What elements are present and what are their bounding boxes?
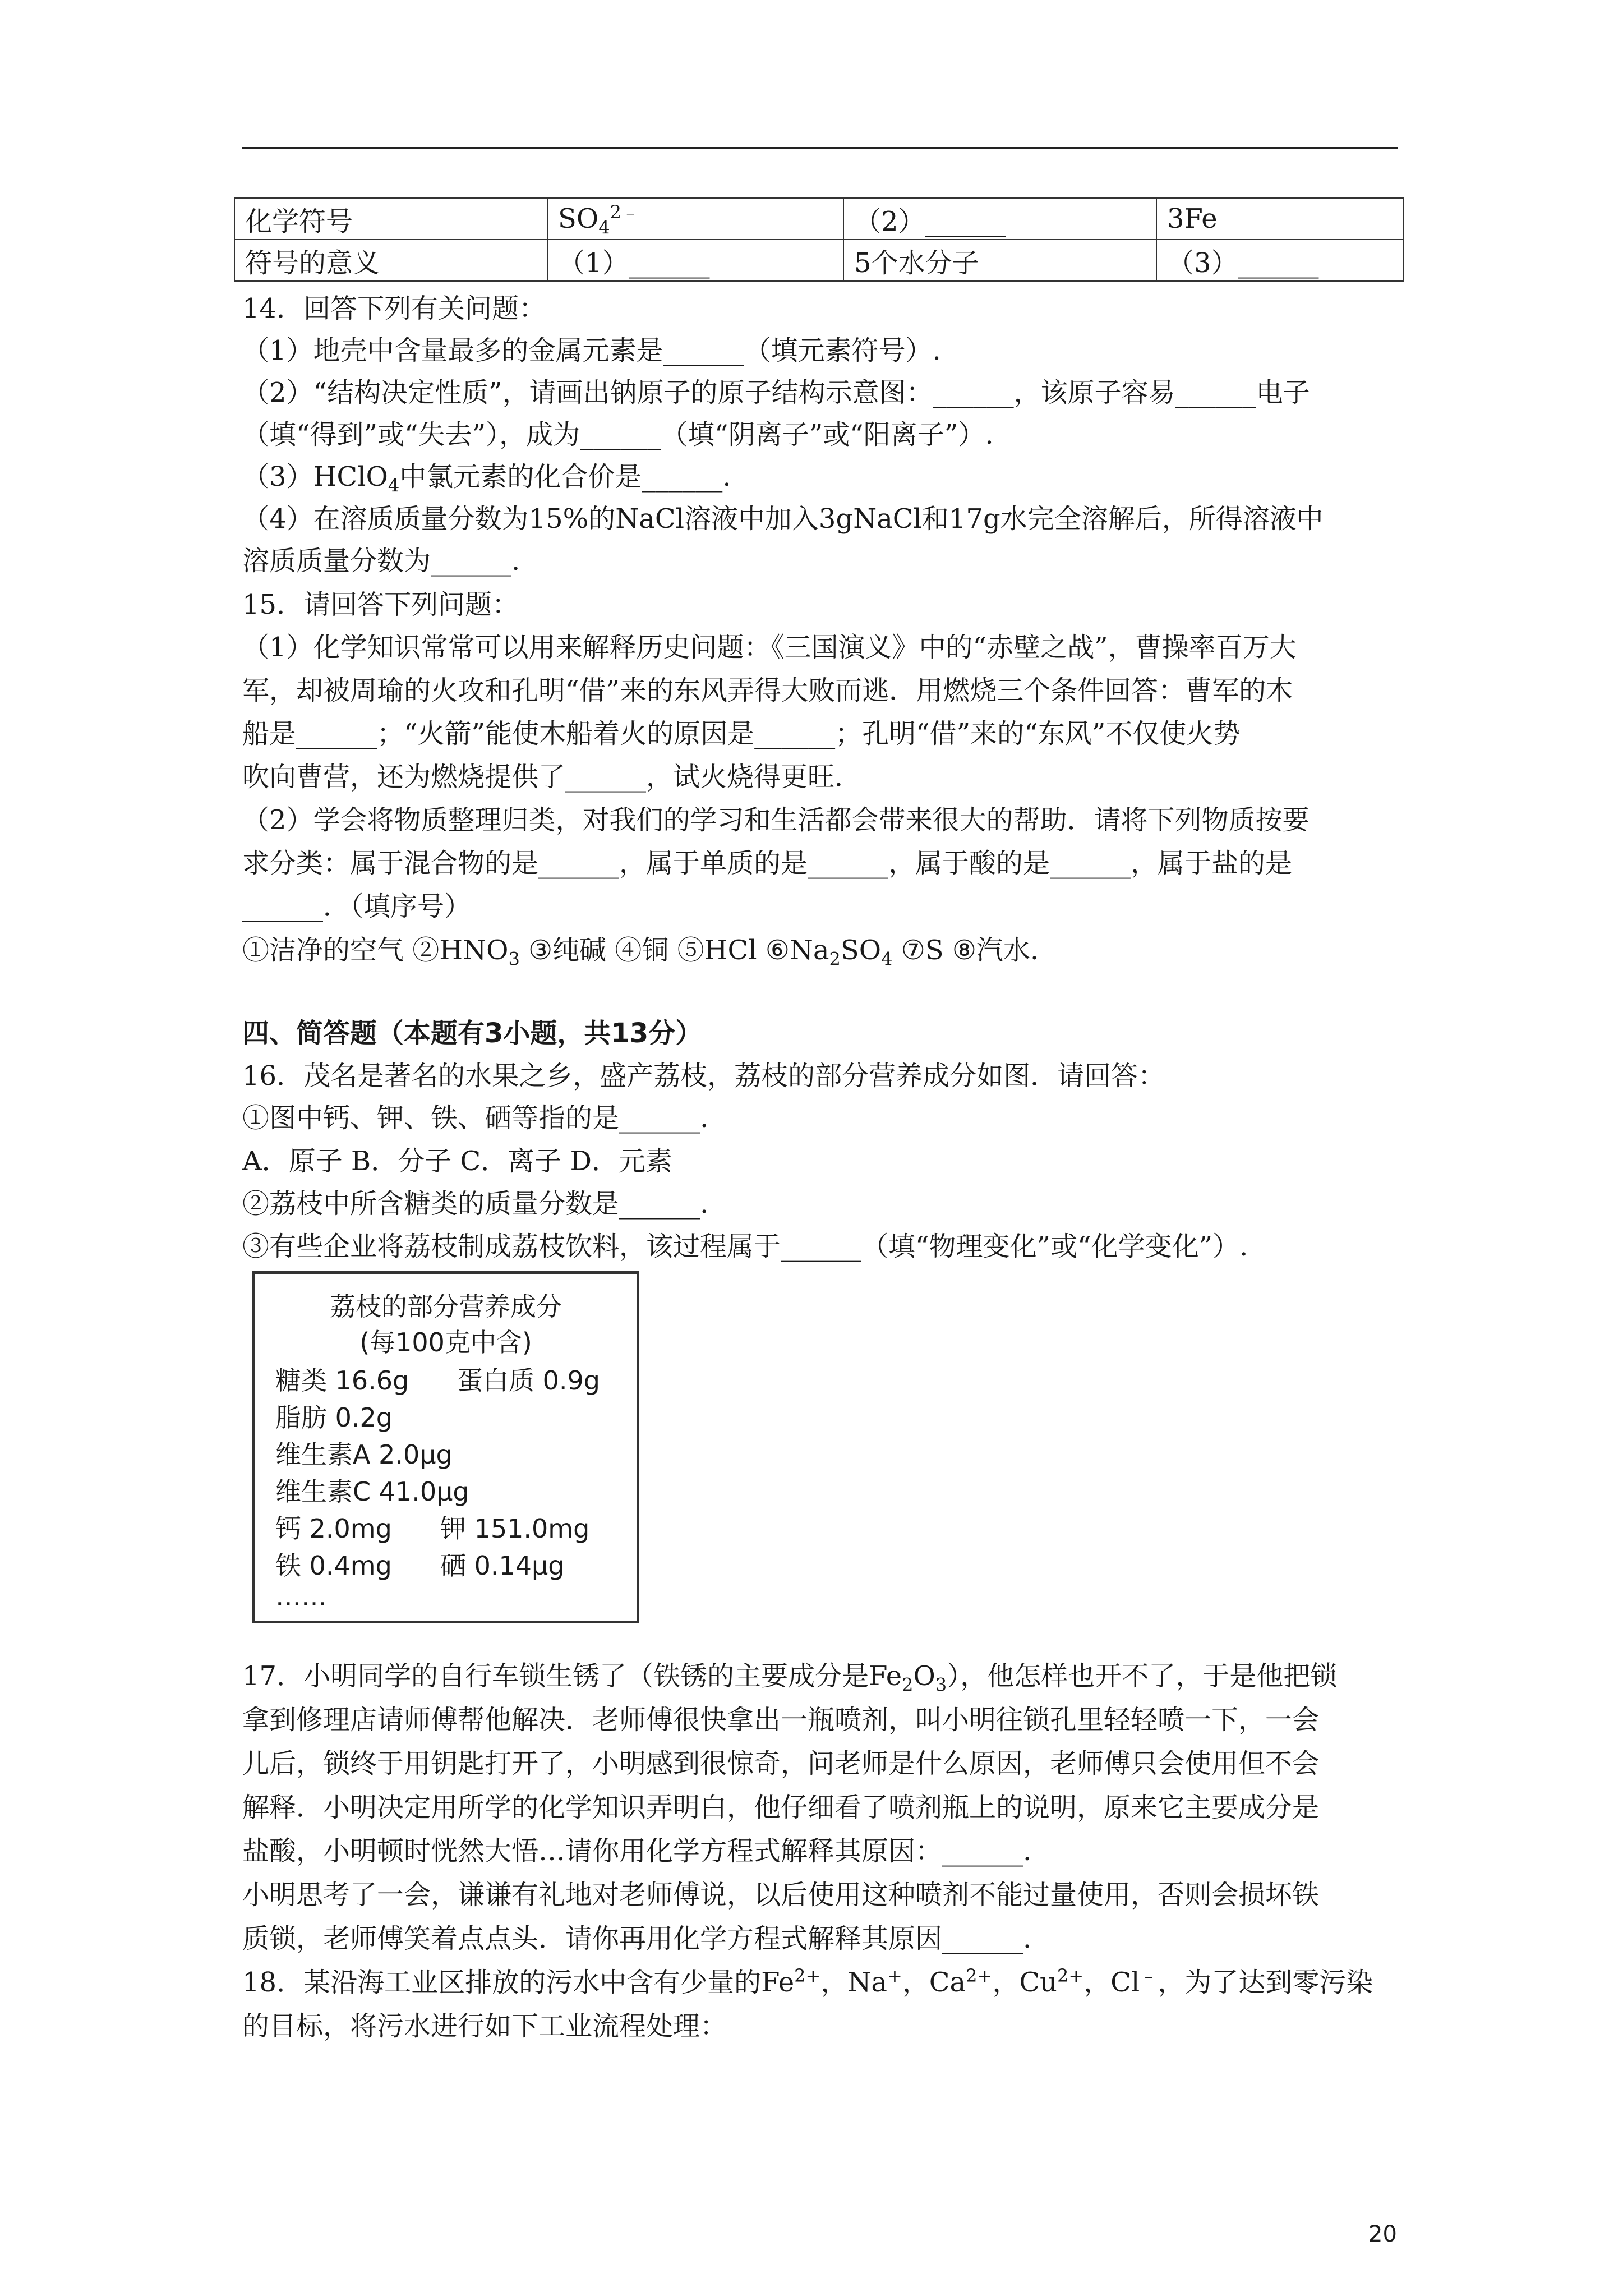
table-cell: （3）______	[1156, 240, 1403, 281]
header-rule	[242, 147, 1398, 149]
q15-line-2: （1）化学知识常常可以用来解释历史问题：《三国演义》中的“赤壁之战”，曹操率百万大	[242, 632, 1297, 663]
q15-line-6: （2）学会将物质整理归类，对我们的学习和生活都会带来很大的帮助．请将下列物质按要	[242, 804, 1310, 836]
q18-line-1: 18．某沿海工业区排放的污水中含有少量的$Fe^{2+}$，Na+，$Ca^{2+}$，$Cu^{2+}$，Cl﹣，为了达到零污染	[242, 1965, 1373, 1998]
table-cell: 符号的意义	[234, 240, 547, 281]
q18-line-2: 的目标，将污水进行如下工业流程处理：	[242, 2010, 727, 2042]
q15-line-5: 吹向曹营，还为燃烧提供了______，试火烧得更旺．	[242, 761, 862, 793]
q14-line-6: （4）在溶质质量分数为15%的NaCl溶液中加入3gNaCl和17g水完全溶解后，所得溶液中	[242, 503, 1324, 535]
nutrition-title: 荔枝的部分营养成分	[330, 1291, 562, 1322]
q15-line-9: ①洁净的空气 $②HNO_3$ ③纯碱 ④铜 ⑤HCl $⑥Na_2SO_4$ ⑦S ⑧汽水.	[242, 935, 1039, 970]
table-cell: $SO_4^{2﹣}$	[547, 198, 843, 240]
table-cell: （2）______	[843, 198, 1156, 240]
nutrition-row: 糖类 16.6g	[275, 1365, 409, 1396]
nutrition-subtitle: (每100克中含)	[359, 1327, 532, 1358]
q15-line-7: 求分类：属于混合物的是______，属于单质的是______，属于酸的是______，属于盐的是	[242, 848, 1293, 879]
nutrition-row: 钾 151.0mg	[440, 1513, 590, 1544]
nutrition-row: 维生素A 2.0μg	[275, 1439, 453, 1470]
nutrition-row: ……	[275, 1581, 327, 1612]
q14-line-3: （2）“结构决定性质”，请画出钠原子的原子结构示意图：______，该原子容易______电子	[242, 377, 1310, 408]
q17-line-7: 质锁，老师傅笑着点点头．请你再用化学方程式解释其原因______.	[242, 1923, 1032, 1954]
q14-line-2: （1）地壳中含量最多的金属元素是______（填元素符号）.	[242, 335, 941, 366]
q16-line-4: ②荔枝中所含糖类的质量分数是______.	[242, 1188, 709, 1220]
q17-line-5: 盐酸，小明顿时恍然大悟…请你用化学方程式解释其原因：______.	[242, 1835, 1032, 1867]
q17-line-1: 17．小明同学的自行车锁生锈了（铁锈的主要成分是$Fe_2O_3$），他怎样也开不了，于是他把锁	[242, 1660, 1338, 1696]
table-row	[234, 198, 1403, 240]
q15-line-1: 15．请回答下列问题：	[242, 589, 519, 620]
q14-line-4: （填“得到”或“失去”），成为______（填“阴离子”或“阳离子”）.	[242, 419, 994, 450]
q16-line-1: 16．茂名是著名的水果之乡，盛产荔枝，荔枝的部分营养成分如图．请回答：	[242, 1060, 1165, 1092]
table-row	[234, 240, 1403, 281]
section-heading: 四、简答题（本题有3小题，共13分）	[242, 1018, 703, 1049]
nutrition-row: 硒 0.14μg	[440, 1550, 565, 1581]
symbol-table	[234, 197, 1404, 282]
q16-line-5: ③有些企业将荔枝制成荔枝饮料，该过程属于______（填“物理变化”或“化学变化”）.	[242, 1231, 1248, 1262]
table-cell: 3Fe	[1156, 198, 1403, 240]
nutrition-row: 铁 0.4mg	[275, 1550, 392, 1581]
nutrition-row: 维生素C 41.0μg	[275, 1476, 469, 1507]
q14-line-7: 溶质质量分数为______.	[242, 545, 520, 577]
nutrition-label-image	[252, 1271, 639, 1623]
q14-line-5: （3）HClO$_4$中氯元素的化合价是______.	[242, 461, 731, 496]
q17-line-4: 解释．小明决定用所学的化学知识弄明白，他仔细看了喷剂瓶上的说明，原来它主要成分是	[242, 1792, 1320, 1823]
q17-line-2: 拿到修理店请师傅帮他解决．老师傅很快拿出一瓶喷剂，叫小明往锁孔里轻轻喷一下，一会	[242, 1704, 1320, 1736]
q15-line-3: 军，却被周瑜的火攻和孔明“借”来的东风弄得大败而逃．用燃烧三个条件回答：曹军的木	[242, 675, 1293, 706]
q15-line-8: ______．（填序号）	[242, 891, 472, 922]
page-number: 20	[1368, 2221, 1397, 2247]
nutrition-row: 钙 2.0mg	[275, 1513, 392, 1544]
q17-line-3: 儿后，锁终于用钥匙打开了，小明感到很惊奇，问老师是什么原因，老师傅只会使用但不会	[242, 1748, 1320, 1779]
table-cell: 5个水分子	[843, 240, 1156, 281]
q17-line-6: 小明思考了一会，谦谦有礼地对老师傅说，以后使用这种喷剂不能过量使用，否则会损坏铁	[242, 1879, 1320, 1911]
q16-line-2: ①图中钙、钾、铁、硒等指的是______.	[242, 1102, 709, 1134]
nutrition-row: 蛋白质 0.9g	[457, 1365, 600, 1396]
nutrition-row: 脂肪 0.2g	[275, 1402, 393, 1433]
table-cell: （1）______	[547, 240, 843, 281]
table-cell: 化学符号	[234, 198, 547, 240]
q16-line-3: A．原子 B．分子 C．离子 D．元素	[242, 1145, 672, 1177]
q14-line-1: 14．回答下列有关问题：	[242, 293, 546, 324]
q15-line-4: 船是______；“火箭”能使木船着火的原因是______；孔明“借”来的“东风”不仅使火势	[242, 718, 1241, 749]
